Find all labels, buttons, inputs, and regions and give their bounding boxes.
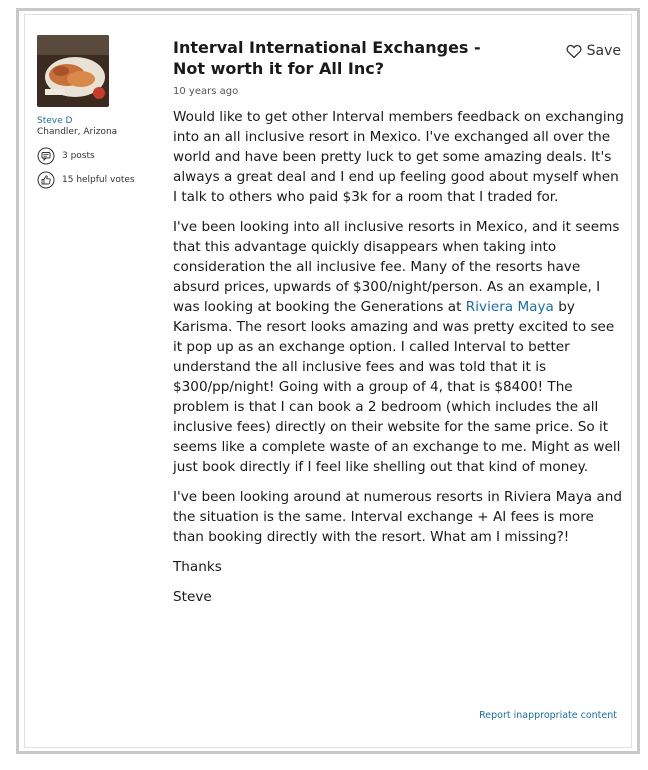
helpful-votes-stat [37, 171, 157, 189]
post-timestamp: 10 years ago [173, 86, 239, 97]
author-avatar[interactable] [37, 35, 109, 107]
paragraph-3: I've been looking around at numerous resorts in Riviera Maya and the situation is the same. Interval exchange + AI fees is more than booking directly with the resort. What am I missing?! [173, 489, 623, 545]
thumbs-up-icon [37, 171, 55, 189]
post-body [173, 107, 625, 607]
report-link[interactable]: Report inappropriate content [479, 710, 617, 721]
posts-stat [37, 147, 157, 165]
posts-count: 3 posts [62, 151, 95, 161]
author-location: Chandler, Arizona [37, 127, 118, 137]
save-button[interactable] [566, 43, 621, 59]
author-name-link[interactable]: Steve D [37, 116, 73, 126]
paragraph-2-text-b: by Karisma. The resort looks amazing and was pretty excited to see it pop up as an exchange option. I called Interval to better understand the all inclusive fees and was told that it is $300/pp/night! Going with a group of 4, that is $8400! The problem is that I can book a 2 bedroom (which includes the all inclusive fees) directly on their website for the same price. So it seems like a complete waste of an exchange to me. Might as well just book directly if I feel like shelling out that kind of money. [173, 299, 621, 475]
paragraph-5: Steve [173, 589, 212, 605]
paragraph-2-text-a: I've been looking into all inclusive resorts in Mexico, and it seems that this advantage quickly disappears when taking into consideration the all inclusive fee. Many of the resorts have absurd prices, upwards of $300/night/person. As an example, I was looking at booking the Generations at [173, 219, 620, 315]
heart-icon [566, 44, 582, 59]
author-panel [37, 35, 157, 189]
save-label: Save [586, 43, 621, 59]
paragraph-2 [173, 217, 625, 477]
forum-post-card [24, 14, 632, 748]
paragraph-4: Thanks [173, 559, 222, 575]
paragraph-1: Would like to get other Interval members feedback on exchanging into an all inclusive resort in Mexico. I've exchanged all over the world and have been pretty luck to get some amazing deals. It's always a great deal and I end up feeling good about myself when I talk to others who paid $3k for a room that I traded for. [173, 109, 624, 205]
speech-bubble-icon [37, 147, 55, 165]
post-title: Interval International Exchanges - Not worth it for All Inc? [173, 38, 481, 78]
forum-post-frame [16, 8, 640, 754]
post-content [173, 37, 625, 617]
helpful-votes-count: 15 helpful votes [62, 175, 135, 185]
riviera-maya-link[interactable]: Riviera Maya [465, 299, 554, 315]
